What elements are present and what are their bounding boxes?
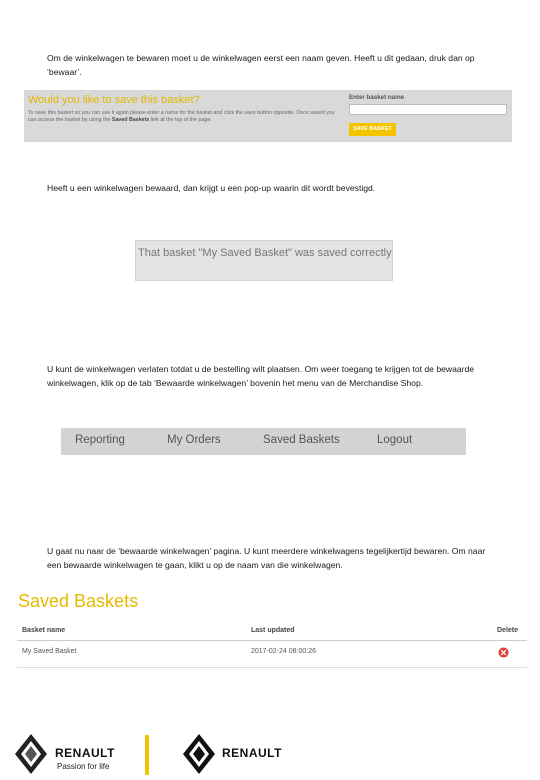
basket-name-input[interactable] [349, 104, 507, 115]
instruction-paragraph-4: U gaat nu naar de ‘bewaarde winkelwagen’ pagina. U kunt meerdere winkelwagens tegelijkertijd bewaren. Om naar een bewaarde winkelwagen te gaan, klikt u op de naam van die winkelwagen. [47, 546, 486, 570]
renault-diamond-logo-icon [14, 733, 48, 775]
column-basket-name: Basket name [22, 627, 66, 634]
footer-divider [145, 735, 149, 775]
save-basket-description [28, 110, 343, 124]
instruction-paragraph-1: Om de winkelwagen te bewaren moet u de winkelwagen eerst een naam geven. Heeft u dit gedaan, druk dan op ‘bewaar’. [47, 53, 475, 77]
shop-menu-bar [61, 428, 466, 455]
renault-tagline: Passion for life [57, 762, 110, 771]
menu-item-reporting[interactable]: Reporting [75, 434, 125, 446]
delete-icon[interactable] [498, 647, 509, 658]
instruction-paragraph-2: Heeft u een winkelwagen bewaard, dan krijgt u een pop-up waarin dit wordt bevestigd. [47, 183, 376, 193]
renault-wordmark-secondary: RENAULT [222, 746, 282, 760]
basket-name-label: Enter basket name [349, 94, 405, 101]
menu-item-my-orders[interactable]: My Orders [167, 434, 221, 446]
save-basket-title: Would you like to save this basket? [28, 94, 200, 106]
menu-item-saved-baskets[interactable]: Saved Baskets [263, 434, 340, 446]
save-basket-panel [24, 90, 512, 142]
menu-item-logout[interactable]: Logout [377, 434, 413, 446]
save-basket-description-text: To save this basket so you can use it again please enter a name for the basket and click the save button opposite. Once saved you can access the basket by using the [28, 110, 335, 123]
basket-last-updated: 2017-02-24 08:00:26 [251, 648, 316, 655]
save-basket-button[interactable]: SAVE BASKET [349, 123, 396, 136]
confirmation-message: That basket "My Saved Basket" was saved correctly [138, 247, 392, 259]
save-confirmation-popup [135, 240, 393, 281]
renault-wordmark: RENAULT [55, 746, 115, 760]
table-row [17, 641, 527, 668]
basket-name-link[interactable]: My Saved Basket [22, 648, 77, 655]
saved-baskets-link-text: Saved Baskets [111, 117, 150, 123]
column-delete: Delete [497, 627, 519, 634]
save-basket-description-text-end: link at the top of the page. [149, 117, 212, 123]
saved-baskets-table-header [17, 624, 527, 641]
column-last-updated: Last updated [251, 627, 295, 634]
instruction-paragraph-3: U kunt de winkelwagen verlaten totdat u de bestelling wilt plaatsen. Om weer toegang te krijgen tot de bewaarde winkelwagen, klik op de tab ‘Bewaarde winkelwagen’ bovenin het menu van de Merchandise Shop. [47, 364, 475, 388]
renault-diamond-logo-icon [182, 733, 216, 775]
saved-baskets-title: Saved Baskets [18, 591, 139, 611]
